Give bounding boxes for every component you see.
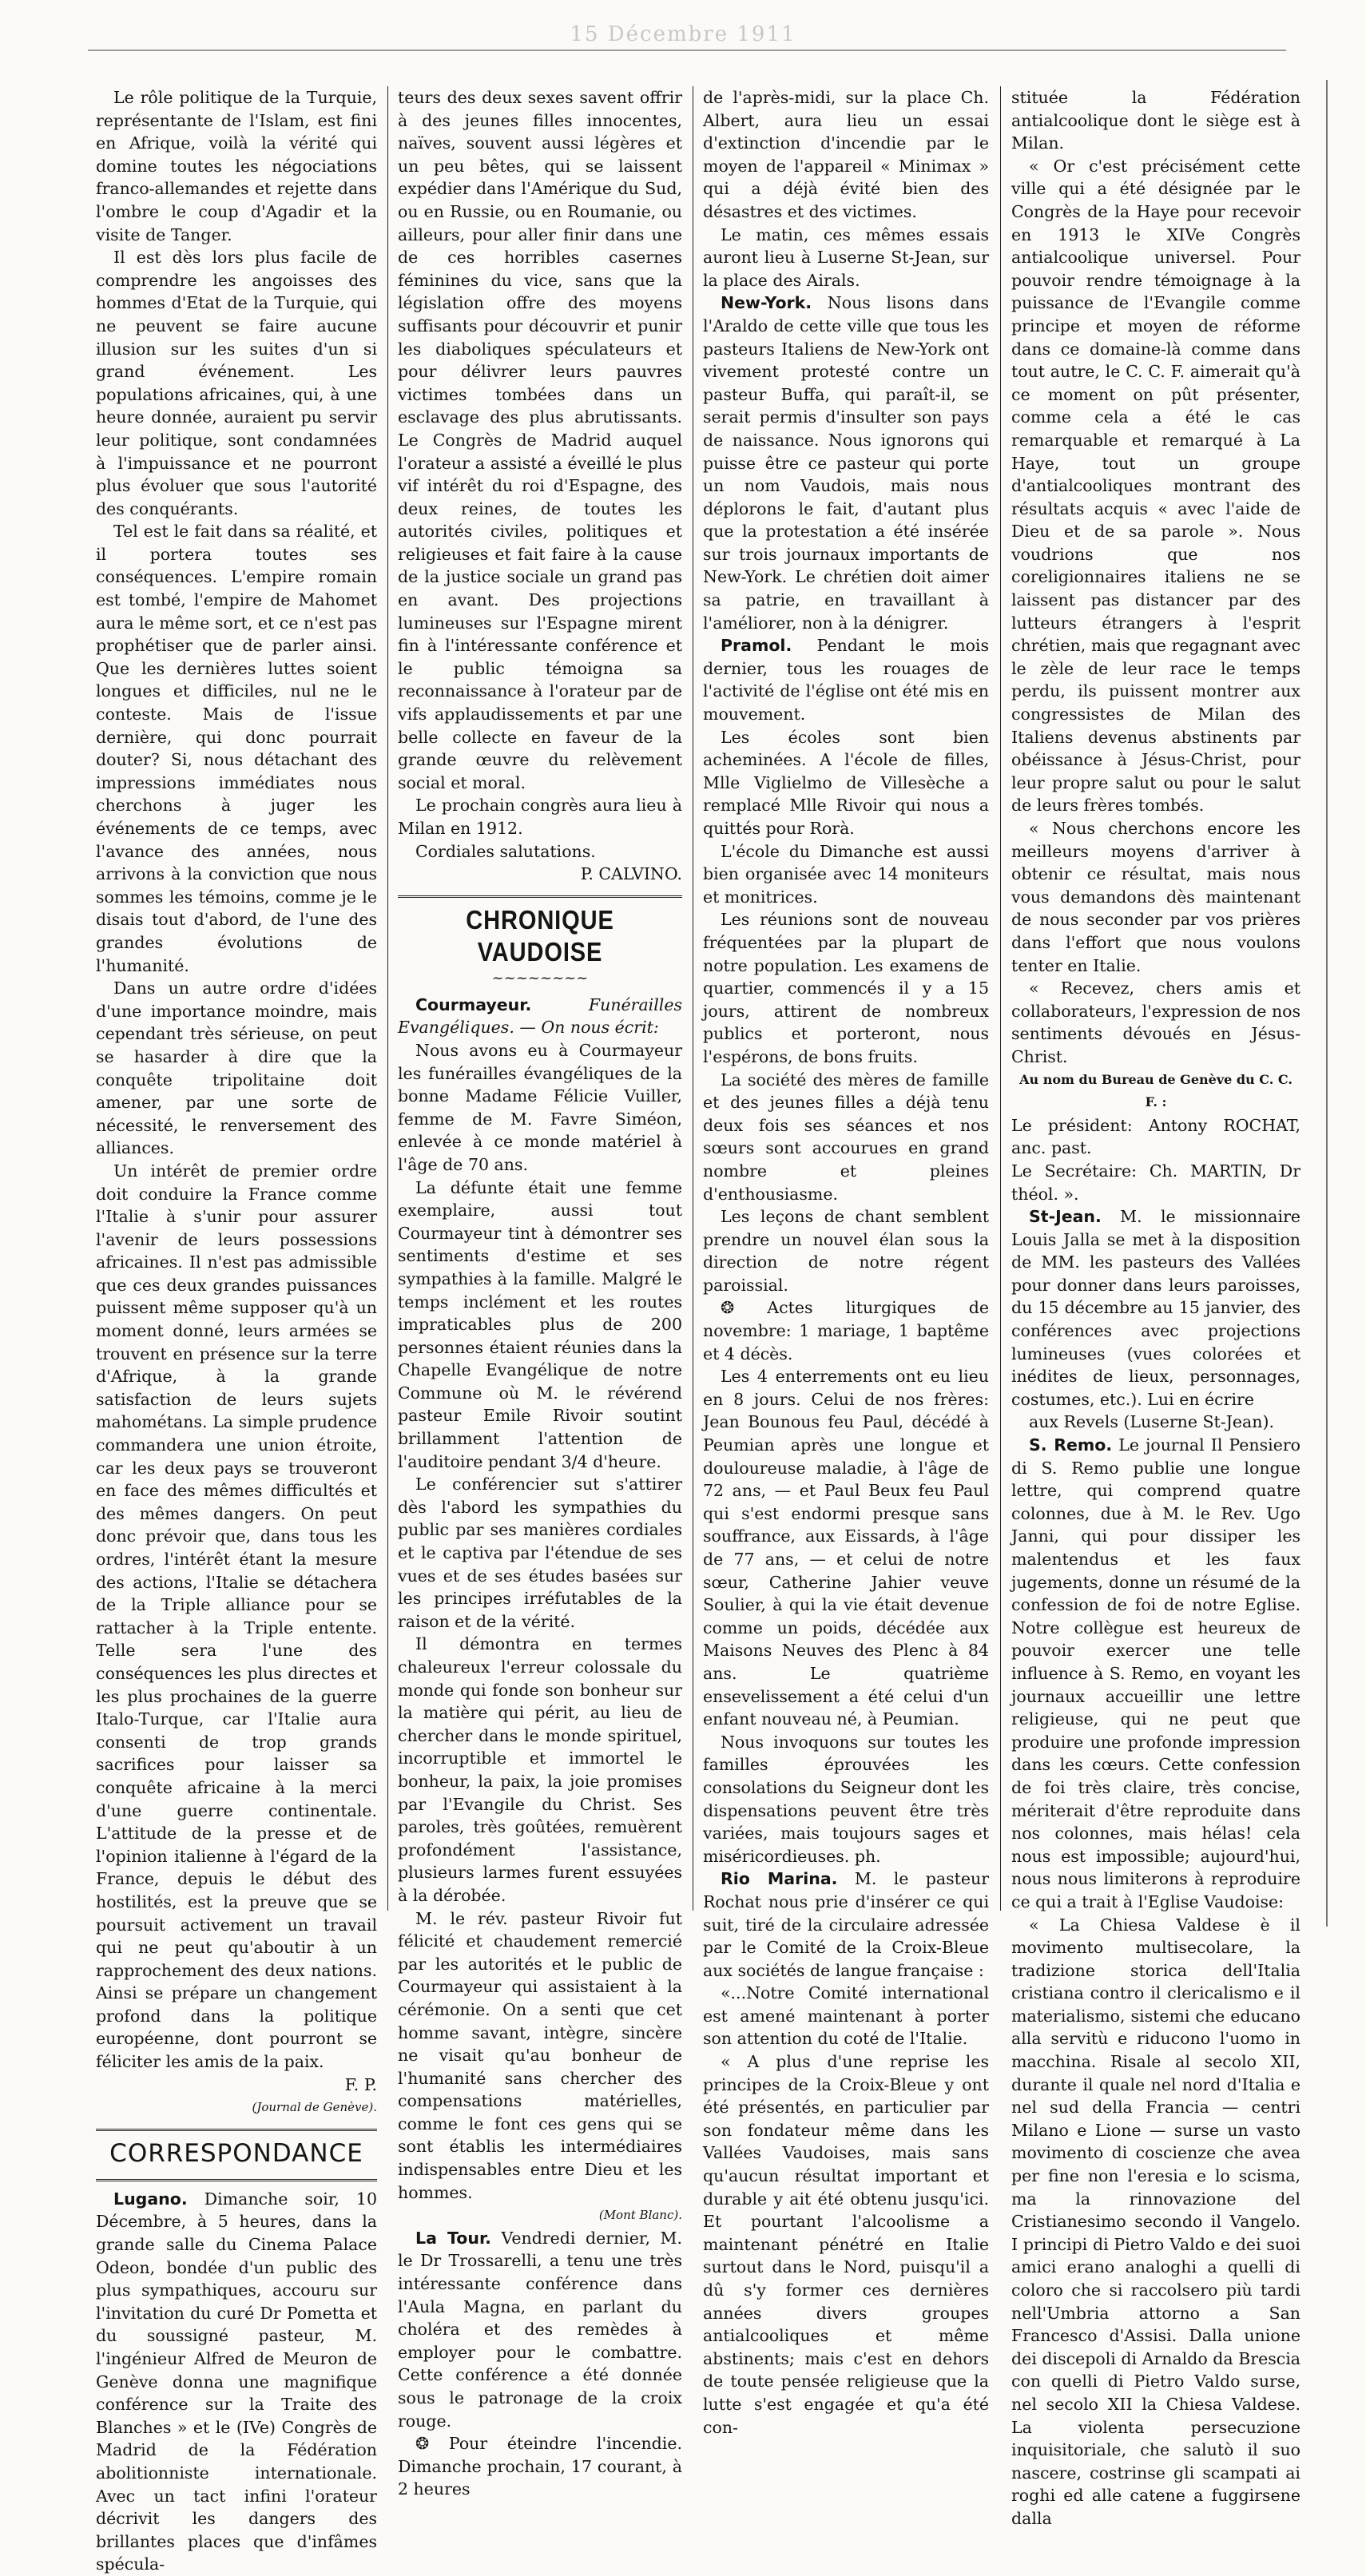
header-rule	[88, 50, 1286, 51]
article-paragraph: « Nous cherchons encore les meilleurs moyens d'arriver à obtenir ce résultat, mais nous vous demandons dès maintenant de nous seconder par vos prières dans l'effort que nous voulons tenter en Italie.	[1011, 819, 1300, 975]
article-paragraph: M. le rév. pasteur Rivoir fut félicité et chaudement remercié par les autorités et le public de Courmayeur qui assistaient à la cérémonie. On a senti que cet homme savant, intègre, sincère ne visait qu'au bonheur de l'humanité sans chercher des compensations matérielles, comme le font ces gens qui se sont établis les intermédiaires indispensables entre Dieu et les hommes.	[398, 1908, 682, 2202]
article-paragraph: Le matin, ces mêmes essais auront lieu à Luserne St-Jean, sur la place des Airals.	[703, 224, 989, 290]
article-paragraph: Un intérêt de premier ordre doit conduire la France comme l'Italie à s'unir pour assurer l'avenir de leurs possessions africaines. Il n'est pas admissible que ces deux grandes puissances puissent même supposer qu'à un moment donné, leurs armées se trouvent en présence sur la terre d'Afrique, à la grande satisfaction de leurs sujets mahométans. La simple prudence commandera une union étroite, car les deux pays se trouveront en face des mêmes difficultés et des mêmes dangers. On peut donc prévoir que, dans tous les ordres, l'intérêt étant la mesure des actions, l'Italie se détachera de la Triple alliance pour se rattacher à la Triple entente. Telle sera l'une des conséquences les plus directes et les plus prochaines de la guerre Italo-Turque, car l'Italie aura consenti de trop grands sacrifices pour laisser sa conquête africaine à la merci d'une guerre continentale. L'attitude de la presse et de l'opinion italienne à l'égard de la France, depuis le début des hostilités, est la preuve que se poursuit activement un travail qui ne peut qu'aboutir à un rapprochement des deux nations. Ainsi se prépare un changement profond dans la politique européenne, dont pourront se féliciter les amis de la paix.	[96, 1161, 377, 2072]
article-paragraph: Les leçons de chant semblent prendre un nouvel élan sous la direction de notre régent paroissial.	[703, 1207, 989, 1295]
president-line: Le président: Antony ROCHAT, anc. past.	[1011, 1115, 1300, 1158]
courmayeur-heading	[398, 994, 682, 1039]
article-paragraph: Nous invoquons sur toutes les familles éprouvées les consolations du Seigneur dont les dispensations peuvent être très variées, mais toujours sages et miséricordieuses. ph.	[703, 1732, 989, 1866]
newyork-paragraph	[703, 292, 989, 634]
article-paragraph: ❂ Actes liturgiques de novembre: 1 mariage, 1 baptême et 4 décès.	[703, 1298, 989, 1363]
incendie-paragraph: ❂ Pour éteindre l'incendie. Dimanche prochain, 17 courant, à 2 heures	[398, 2434, 682, 2499]
article-paragraph: Les réunions sont de nouveau fréquentées par la plupart de notre population. Les examens de quartier, commencés il y a 15 jours, attirent de nombreux publics et porteront, nous l'espérons, de bons fruits.	[703, 910, 989, 1066]
article-paragraph: Le prochain congrès aura lieu à Milan en 1912.	[398, 796, 682, 838]
article-paragraph: Dans un autre ordre d'idées d'une importance moindre, mais cependant très sérieuse, on peut se hasarder à dire que la conquête tripolitaine doit amener, par une sorte de nécessité, le renversement des alliances.	[96, 978, 377, 1158]
article-paragraph: Cordiales salutations.	[415, 841, 596, 861]
article-paragraph: Nous avons eu à Courmayeur les funérailles évangéliques de la bonne Madame Félicie Vuiller, femme de M. Favre Siméon, enlevée à ce monde matériel à l'âge de 70 ans.	[398, 1040, 682, 1174]
column-rule-3	[1000, 86, 1001, 1911]
page-header-date: 15 Décembre 1911	[570, 22, 796, 46]
place-name: Pramol.	[721, 636, 792, 656]
column-1	[96, 86, 377, 2574]
sremo-paragraph	[1011, 1434, 1300, 1913]
article-paragraph: Il démontra en termes chaleureux l'erreur colossale du monde qui fonde son bonheur sur la matière qui périt, au lieu de chercher dans le monde spirituel, incorruptible et immortel le bonheur, la paix, la joie promises par l'Evangile du Christ. Ses paroles, très goûtées, remuèrent profondément l'assistance, plusieurs larmes furent essuyées à la dérobée.	[398, 1634, 682, 1905]
article-paragraph: La société des mères de famille et des jeunes filles a déjà tenu deux fois ses séances et nos sœurs sont accourues en grand nombre et pleines d'enthousiasme.	[703, 1070, 989, 1204]
place-name: S. Remo.	[1029, 1435, 1113, 1455]
stjean-paragraph	[1011, 1205, 1300, 1411]
place-name: New-York.	[721, 293, 812, 313]
chronique-vaudoise-title: CHRONIQUE VAUDOISE	[466, 904, 614, 966]
article-paragraph: L'école du Dimanche est aussi bien organisée avec 14 moniteurs et monitrices.	[703, 841, 989, 907]
rio-marina-paragraph	[703, 1868, 989, 1982]
article-paragraph: «...Notre Comité international est amené maintenant à porter son attention du coté de l'Italie.	[703, 1983, 989, 2049]
article-paragraph: Le rôle politique de la Turquie, représentante de l'Islam, est fini en Afrique, voilà la vérité qui domine toutes les négociations franco-allemandes et rejette dans l'ombre le coup d'Agadir et la visite de Tanger.	[96, 88, 377, 244]
article-signature: F. P.	[344, 2074, 377, 2094]
place-name: La Tour.	[415, 2228, 491, 2248]
paragraph-text: Nous lisons dans l'Araldo de cette ville que tous les pasteurs Italiens de New-York ont vivement protesté contre un pasteur Buffa, qui paraît-il, se serait permis d'insulter son pays de naissance. Nous ignorons qui puisse être ce pasteur qui porte un nom Vaudois, mais nous déplorons le fait, d'autant plus que la protestation a été insérée sur trois journaux importants de New-York. Le chrétien doit aimer sa patrie, en travaillant à l'améliorer, non à la dénigrer.	[703, 293, 989, 633]
article-paragraph: Tel est le fait dans sa réalité, et il portera toutes ses conséquences. L'empire romain est tombé, l'empire de Mahomet aura le même sort, et ce n'est pas prophétiser que de parler ainsi. Que les dernières luttes soient longues et difficiles, nul ne le conteste. Mais de l'issue dernière, qui donc pourrait douter? Si, nous détachant des impressions immédiates nous cherchons à juger les événements de ce temps, avec l'avance des années, nous arrivons à la conviction que nous sommes les témoins, comme je le disais tout d'abord, de l'une des grandes évolutions de l'humanité.	[96, 522, 377, 975]
paragraph-text: M. le missionnaire Louis Jalla se met à la disposition de MM. les pasteurs des Vallées pour donner dans leurs paroisses, du 15 décembre au 15 janvier, des conférences avec projections lumineuses (vues colorées et inédites de lieux, personnages, costumes, etc.). Lui en écrire	[1011, 1207, 1300, 1409]
place-name: Courmayeur.	[415, 994, 532, 1014]
place-name: St-Jean.	[1029, 1207, 1102, 1227]
stjean-address: aux Revels (Luserne St-Jean).	[1029, 1412, 1274, 1432]
italian-quote: « La Chiesa Valdese è il movimento multisecolare, la tradizione storica dell'Italia cristiana contro il clericalismo e il materialismo, sistemi che educano alla servitù e riducono l'uomo in macchina. Risale al secolo XII, durante il quale nel nord d'Italia e nel sud della Francia — centri Milano e Lione — surse un vasto movimento di coscienze che avea per fine non l'eresia e lo scisma, ma la rinnovazione del Cristianesimo secondo il Vangelo. I principi di Pietro Valdo e dei suoi amici erano analoghi a quelli di coloro che si raccolsero più tardi nell'Umbria attorno a San Francesco d'Assisi. Dalla unione dei discepoli di Arnaldo da Brescia con quelli di Pietro Valdo surse, nel secolo XII la Chiesa Valdese. La violenta persecuzione inquisitoriale, che salutò il suo nascere, costrinse gli scampati ai roghi ed alle catene a fuggirsene dalla	[1011, 1915, 1300, 2528]
column-4	[1011, 86, 1301, 2528]
lugano-paragraph	[96, 2188, 377, 2576]
article-paragraph: La défunte était une femme exemplaire, aussi tout Courmayeur tint à démontrer ses sentiments d'estime et ses sympathies à la famille. Malgré le temps inclément et les routes impraticables plus de 200 personnes étaient réunies dans la Chapelle Evangélique de notre Commune où M. le révérend pasteur Emile Rivoir soutint brillamment l'attention de l'auditoire pendant 3/4 d'heure.	[398, 1177, 682, 1471]
section-divider	[398, 895, 682, 898]
place-name: Lugano.	[113, 2189, 188, 2209]
article-paragraph: Le conférencier sut s'attirer dès l'abord les sympathies du public par ses manières cordiales et le captiva par l'étendue de ses vues et de ses études basées sur les principes irréfutables de la raison et de la vérité.	[398, 1475, 682, 1631]
article-signature: P. CALVINO.	[580, 864, 682, 884]
article-paragraph: « Or c'est précisément cette ville qui a été désignée par le Congrès de la Haye pour recevoir en 1913 le XIVe Congrès antialcoolique universel. Pour pouvoir rendre témoignage à la puissance de l'Evangile comme principe et moyen de réforme dans ce domaine-là comme dans tout autre, le C. C. F. aimerait qu'à ce moment on pût présenter, comme cela a été le cas remarquable et remarqué à La Haye, tout un groupe d'antialcooliques montrant des résultats acquis « avec l'aide de Dieu et de sa parole ». Nous voudrions que nos coreligionnaires italiens ne se laissent pas distancer par des lutteurs étrangers à l'esprit chrétien, mais que regagnant avec le zèle de leur race le temps perdu, ils puissent montrer aux congressistes de Milan des Italiens devenus abstinents par obéissance à Jésus-Christ, pour leur propre salut ou pour le salut de leurs frères tombés.	[1011, 156, 1300, 816]
correspondance-title: CORRESPONDANCE	[109, 2138, 363, 2168]
latour-paragraph	[398, 2227, 682, 2432]
column-3	[703, 86, 989, 2437]
paragraph-text: Le journal Il Pensiero di S. Remo publie une longue lettre, qui comprend quatre colonnes, due à M. le Rev. Ugo Janni, qui pour dissiper les malentendus et les faux jugements, donne un résumé de la confession de foi de notre Eglise. Notre collègue est heureux de pouvoir exercer une telle influence à S. Remo, en voyant les journaux accueillir une lettre religieuse, qui ne peut que produire une profonde impression dans les cœurs. Cette confession de foi très claire, très concise, mériterait d'être reproduite dans nos colonnes, mais hélas! cela nous est impossible; aujourd'hui, nous nous limiterons à reproduire ce qui a trait à l'Eglise Vaudoise:	[1011, 1435, 1300, 1911]
secretaire-line: Le Secrétaire: Ch. MARTIN, Dr théol. ».	[1011, 1161, 1300, 1204]
paragraph-text: Dimanche soir, 10 Décembre, à 5 heures, dans la grande salle du Cinema Palace Odeon, bondée d'un public des plus sympathiques, accouru sur l'invitation du curé Dr Pometta et du soussigné pasteur, M. l'ingénieur Alfred de Meuron de Genève donna une magnifique conférence sur la Traite des Blanches » et le (IVe) Congrès de Madrid de la Fédération abolitionniste internationale. Avec un tact infini l'orateur décrivit les dangers des brillantes places que d'infâmes spécula-	[96, 2189, 377, 2574]
section-divider	[96, 2179, 377, 2181]
page-edge	[1326, 80, 1328, 1927]
article-paragraph: « Recevez, chers amis et collaborateurs, l'expression de nos sentiments dévoués en Jésus-Christ.	[1011, 978, 1301, 1066]
article-paragraph: stituée la Fédération antialcoolique dont le siège est à Milan.	[1011, 88, 1300, 153]
article-paragraph: « A plus d'une reprise les principes de la Croix-Bleue y ont été présentés, en particulier par son fondateur même dans les Vallées Vaudoises, mais sans qu'aucun résultat important et durable y ait été obtenu jusqu'ici. Et pourtant l'alcoolisme a maintenant pénétré en Italie surtout dans le Nord, puisqu'il a dû s'y former ces dernières années divers groupes antialcooliques et même abstinents; mais c'est en dehors de toute pensée religieuse que la lutte s'est engagée et qu'a été con-	[703, 2052, 989, 2437]
article-paragraph: Les écoles sont bien acheminées. A l'école de filles, Mlle Viglielmo de Villesèche a remplacé Mlle Rivoir qui nous a quittés pour Rorà.	[703, 727, 989, 838]
article-source: (Mont Blanc).	[598, 2208, 682, 2223]
section-divider	[96, 2129, 377, 2131]
article-paragraph: Il est dès lors plus facile de comprendre les angoisses des hommes d'Etat de la Turquie, qui ne peuvent se faire aucune illusion sur les suites d'un si grand événement. Les populations africaines, qui, à une heure donnée, auraient pu servir leur politique, sont condamnées à l'impuissance et ne pourront plus évoluer que sous l'autorité des conquérants.	[96, 248, 377, 518]
column-2	[398, 86, 682, 2499]
paragraph-text: Vendredi dernier, M. le Dr Trossarelli, a tenu une très intéressante conférence dans l'Aula Magna, en parlant du choléra et des remèdes à employer pour le combattre. Cette conférence a été donnée sous le patronage de la croix rouge.	[398, 2228, 682, 2431]
article-paragraph: de l'après-midi, sur la place Ch. Albert, aura lieu un essai d'extinction d'incendie par le moyen de l'appareil « Minimax » qui a déjà évité bien des désastres et des victimes.	[703, 88, 989, 221]
article-paragraph: Les 4 enterrements ont eu lieu en 8 jours. Celui de nos frères: Jean Bounous feu Paul, décédé à Peumian après une longue et douloureuse maladie, à l'âge de 72 ans, — et Paul Beux feu Paul qui s'est endormi presque sans souffrance, aux Eissards, à l'âge de 77 ans, — et celui de notre sœur, Catherine Jahier veuve Soulier, à qui la vie était devenue comme un poids, décédée aux Maisons Neuves des Plenc à 84 ans. Le quatrième ensevelissement a été celui d'un enfant nouveau né, à Peumian.	[703, 1367, 989, 1729]
paragraph-text: Funérailles Evangéliques. — On nous écrit:	[398, 994, 682, 1038]
article-paragraph: teurs des deux sexes savent offrir à des jeunes filles innocentes, naïves, souvent aussi légères et un peu bêtes, qui se laissent expédier dans l'Amérique du Sud, ou en Russie, ou en Roumanie, ou ailleurs, pour aller finir dans une de ces horribles casernes féminines du vice, sans que la législation offre des moyens suffisants pour découvrir et punir les diaboliques spéculateurs et pour délivrer leurs pauvres victimes tombées dans un esclavage des plus abrutissants. Le Congrès de Madrid auquel l'orateur a assisté a éveillé le plus vif intérêt du roi d'Espagne, des deux reines, de toutes les autorités civiles, politiques et religieuses et fait faire à la cause de la justice sociale un grand pas en avant. Des projections lumineuses sur l'Espagne mirent fin à l'intéressante conférence et le public témoigna sa reconnaissance à l'orateur par de vifs applaudissements et par une belle collecte en faveur de la grande œuvre du relèvement social et moral.	[398, 88, 682, 792]
title-ornament: ~~~~~~~~	[491, 969, 589, 986]
bureau-line: Au nom du Bureau de Genève du C. C. F. :	[1019, 1071, 1293, 1110]
paragraph-text: M. le pasteur Rochat nous prie d'insérer ce qui suit, tiré de la circulaire adressée par le Comité de la Croix-Bleue aux sociétés de langue française :	[703, 1869, 989, 1980]
article-source: (Journal de Genève).	[252, 2100, 377, 2115]
pramol-paragraph	[703, 634, 989, 725]
column-rule-1	[387, 86, 388, 1911]
paragraph-text: Pendant le mois dernier, tous les rouages de l'activité de l'église ont été mis en mouvement.	[703, 636, 989, 724]
place-name: Rio Marina.	[721, 1869, 838, 1889]
